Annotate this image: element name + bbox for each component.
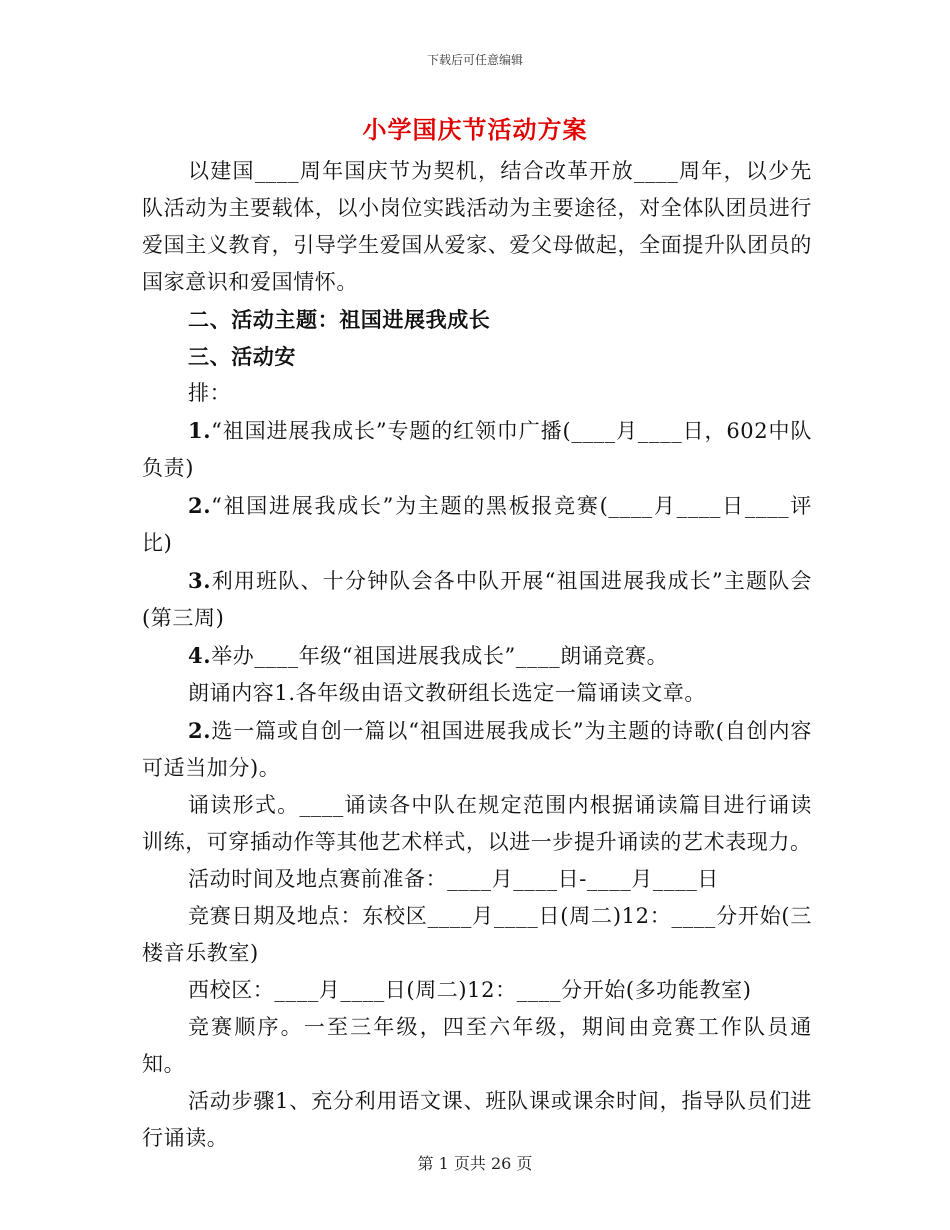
list-item-text: “祖国进展我成长”专题的红领巾广播(____月____日，602中队负责) <box>142 419 812 480</box>
list-item <box>142 712 812 787</box>
list-item <box>142 412 812 487</box>
list-item <box>142 487 812 562</box>
contest-date-paragraph: 竞赛日期及地点：东校区____月____日(周二)12：____分开始(三楼音乐教室) <box>142 904 812 965</box>
section-arrangement-heading: 三、活动安 <box>188 344 296 369</box>
list-item-text: “祖国进展我成长”为主题的黑板报竞赛(____月____日____评比) <box>142 494 812 555</box>
list-item-text: 举办____年级“祖国进展我成长”____朗诵竞赛。 <box>211 644 669 668</box>
document-title: 小学国庆节活动方案 <box>362 115 588 144</box>
recite-form-paragraph: 诵读形式。____诵读各中队在规定范围内根据诵读篇目进行诵读训练，可穿插动作等其他艺术样式，以进一步提升诵读的艺术表现力。 <box>142 793 812 854</box>
west-campus-paragraph: 西校区：____月____日(周二)12：____分开始(多功能教室) <box>188 978 752 1002</box>
list-item-text: 选一篇或自创一篇以“祖国进展我成长”为主题的诗歌(自创内容可适当加分)。 <box>142 719 812 780</box>
document-body <box>142 153 812 1157</box>
activity-steps-paragraph: 活动步骤1、充分利用语文课、班队课或课余时间，指导队员们进行诵读。 <box>142 1089 812 1150</box>
time-place-paragraph: 活动时间及地点赛前准备：____月____日-____月____日 <box>188 867 719 891</box>
recite-content-paragraph: 朗诵内容1.各年级由语文教研组长选定一篇诵读文章。 <box>188 681 707 705</box>
list-item-number: 1. <box>188 418 212 443</box>
list-item-number: 2. <box>188 493 212 518</box>
list-item-number: 2. <box>188 718 212 743</box>
intro-paragraph: 以建国____周年国庆节为契机，结合改革开放____周年，以少先队活动为主要载体，以小岗位实践活动为主要途径，对全体队团员进行爱国主义教育，引导学生爱国从爱家、爱父母做起，全面提升队团员的国家意识和爱国情怀。 <box>142 159 812 294</box>
page-header-note: 下载后可任意编辑 <box>426 53 523 67</box>
list-item-number: 4. <box>188 643 212 668</box>
section-theme-heading: 二、活动主题：祖国进展我成长 <box>188 307 491 332</box>
section-arrangement-continuation: 排： <box>188 381 232 405</box>
list-item <box>142 637 812 675</box>
list-item-number: 3. <box>188 568 212 593</box>
list-item-text: 利用班队、十分钟队会各中队开展“祖国进展我成长”主题队会(第三周) <box>142 569 812 630</box>
contest-order-paragraph: 竞赛顺序。一至三年级，四至六年级，期间由竞赛工作队员通知。 <box>142 1015 812 1076</box>
list-item <box>142 562 812 637</box>
page-number-footer: 第 1 页共 26 页 <box>417 1154 533 1173</box>
